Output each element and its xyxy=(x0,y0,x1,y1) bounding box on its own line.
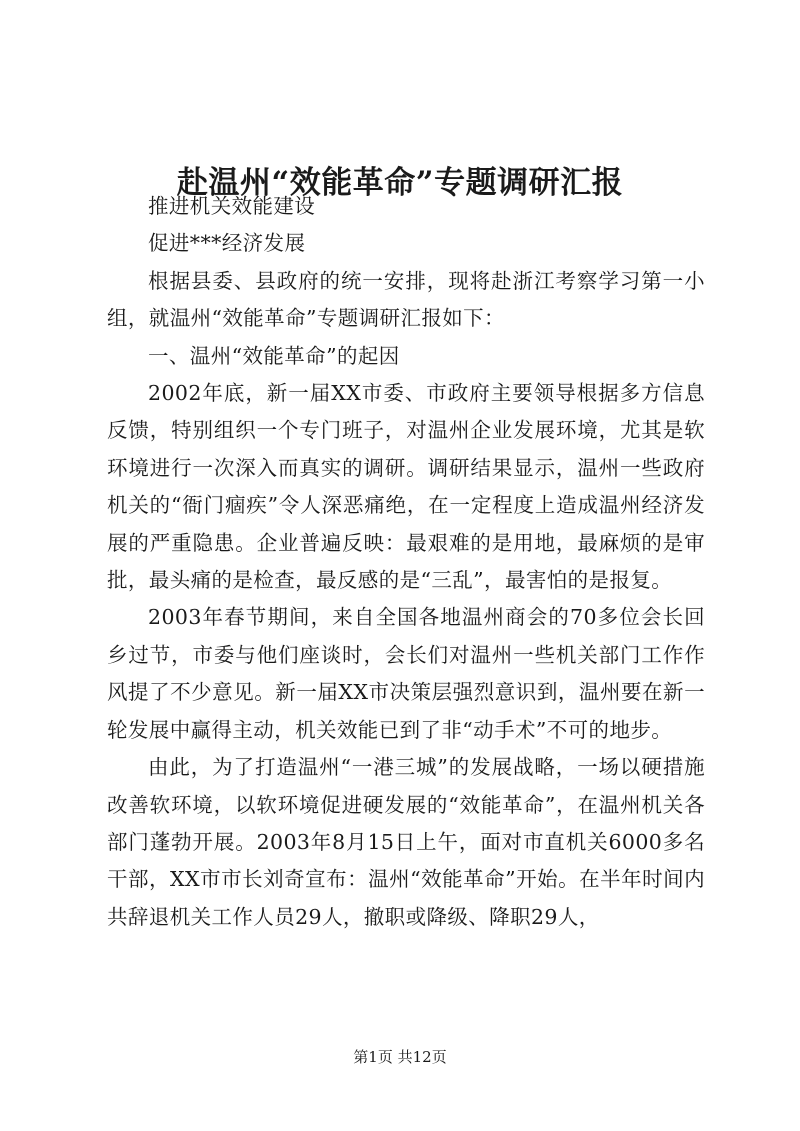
intro-paragraph: 根据县委、县政府的统一安排，现将赴浙江考察学习第一小组，就温州“效能革命”专题调研汇报如下： xyxy=(107,268,705,331)
section-heading: 一、温州“效能革命”的起因 xyxy=(148,343,400,368)
body-paragraph: 2003年春节期间，来自全国各地温州商会的70多位会长回乡过节，市委与他们座谈时，会长们对温州一些机关部门工作作风提了不少意见。新一届XX市决策层强烈意识到，温州要在新一轮发展中赢得主动，机关效能已到了非“动手术”不可的地步。 xyxy=(107,605,705,742)
document-title: 赴温州“效能革命”专题调研汇报 xyxy=(176,164,624,201)
document-body xyxy=(107,188,705,936)
subtitle-line-2: 促进***经济发展 xyxy=(148,231,306,256)
subtitle-line-1: 推进机关效能建设 xyxy=(148,194,316,218)
body-paragraph: 2002年底，新一届XX市委、市政府主要领导根据多方信息反馈，特别组织一个专门班子，对温州企业发展环境，尤其是软环境进行一次深入而真实的调研。调研结果显示，温州一些政府机关的“衙门痼疾”令人深恶痛绝，在一定程度上造成温州经济发展的严重隐患。企业普遍反映：最艰难的是用地，最麻烦的是审批，最头痛的是检查，最反感的是“三乱”，最害怕的是报复。 xyxy=(107,381,705,593)
body-paragraph: 由此，为了打造温州“一港三城”的发展战略，一场以硬措施改善软环境，以软环境促进硬发展的“效能革命”，在温州机关各部门蓬勃开展。2003年8月15日上午，面对市直机关6000多名干部，XX市市长刘奇宣布：温州“效能革命”开始。在半年时间内共辞退机关工作人员29人，撤职或降级、降职29人， xyxy=(107,755,705,929)
page-footer: 第1页 共12页 xyxy=(353,1048,447,1066)
